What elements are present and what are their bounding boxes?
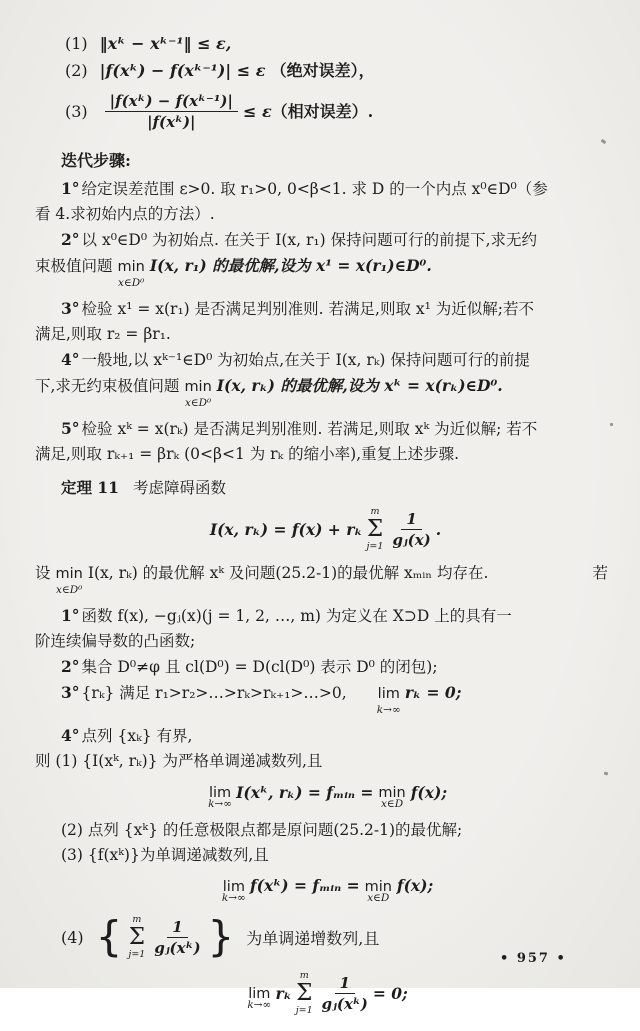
min-operator [55,561,83,596]
result-4-label: (4) [61,927,84,947]
min-subscript: x∈D⁰ [118,277,145,289]
step-2-line-1 [35,227,616,253]
barrier-lhs: I(x, rₖ) = f(x) + rₖ [209,519,363,539]
criterion-2-formula: |f(xᵏ) − f(xᵏ⁻¹)| ≤ ε [99,61,266,80]
condition-4-text: 点列 {xₖ} 有界, [81,727,193,745]
min-operator [117,254,145,289]
condition-1-text: 函数 f(x), −gⱼ(x)(j = 1, 2, …, m) 为定义在 X⊃D 上的具有一 [81,607,512,625]
sum-upper-limit: m [370,506,380,517]
sum-lower-limit: j=1 [295,1004,313,1016]
step-3-line-2: 满足,则取 r₂ = βr₁. [35,325,171,343]
step-4-number: 4° [61,350,80,369]
sum-lower-limit: j=1 [128,948,146,960]
fraction-denominator: gⱼ(xᵏ) [154,938,201,957]
step-1-text: 给定误差范围 ε>0. 取 r₁>0, 0<β<1. 求 D 的一个内点 x⁰∈D⁰（参 [81,180,548,198]
criterion-1-label: (1) [65,34,88,53]
step-2-text: 以 x⁰∈D⁰ 为初始点. 在关于 I(x, r₁) 保持问题可行的前提下,求无约 [81,231,538,249]
lim-operator [247,984,272,1011]
sigma-icon: Σ [296,979,313,1006]
condition-4-number: 4° [61,726,80,745]
result-3-line: (3) {f(xᵏ)}为单调递减数列,且 [61,845,269,864]
step-5-number: 5° [61,419,80,438]
limit-formula-1 [35,782,616,810]
fraction-numerator: 1 [335,974,355,994]
sigma-icon: Σ [366,515,384,542]
page-number: • 957 • [500,951,567,966]
result-4-fraction [154,918,200,957]
result-4-text: 为单调递增数列,且 [246,928,380,948]
limit-2-expression: f(xᵏ) = fₘᵢₙ = [249,876,360,895]
condition-3-number: 3° [61,683,80,702]
step-4-line-1 [35,347,616,373]
lim-operator [208,783,232,810]
limit-3-fraction [322,974,368,1013]
min-symbol: min [364,878,392,895]
step-5-line-1 [35,416,616,442]
step-2-line-2 [35,253,616,289]
setup-prefix: 设 [35,564,51,582]
condition-1-line-2: 阶连续偏导数的凸函数; [35,632,196,650]
step-3-text: 检验 x¹ = x(r₁) 是否满足判别准则. 若满足,则取 x¹ 为近似解;若不 [81,300,534,318]
step-2-number: 2° [61,230,80,249]
result-1-line: 则 (1) {I(xᵏ, rₖ)} 为严格单调递减数列,且 [35,752,323,770]
fraction-numerator: |f(xᵏ) − f(xᵏ⁻¹)| [105,92,238,112]
criterion-3-label: (3) [65,101,88,121]
criterion-3-inequality: ≤ ε [242,101,272,121]
summation-symbol [296,971,313,1015]
min-subscript: x∈D⁰ [184,397,212,409]
limit-2-tail: f(x); [396,876,434,895]
setup-text: I(x, rₖ) 的最优解 xᵏ 及问题(25.2-1)的最优解 xₘᵢₙ 均存在. [87,564,489,582]
condition-1-line-1 [35,603,616,629]
sigma-icon: Σ [128,923,146,950]
stopping-criterion-3 [65,86,616,136]
min-symbol: min [184,379,212,395]
step-4-line-2 [35,373,616,409]
sum-upper-limit: m [132,914,142,925]
min-symbol: min [117,259,145,275]
step-5-line-2: 满足,则取 rₖ₊₁ = βrₖ (0<β<1 为 rₖ 的缩小率),重复上述步骤. [35,445,460,463]
step-4-text-continued: 下,求无约束极值问题 [35,377,180,395]
fraction-denominator: gⱼ(xᵏ) [321,994,368,1013]
step-2-formula: I(x, r₁) 的最优解,设为 x¹ = x(r₁)∈D⁰. [149,256,432,275]
condition-1-number: 1° [61,606,80,625]
lim-operator [352,681,401,716]
step-3-number: 3° [61,299,80,318]
theorem-heading-line [35,475,616,501]
limit-1-tail: f(x); [410,782,448,802]
result-2-line: (2) 点列 {xᵏ} 的任意极限点都是原问题(25.2-1)的最优解; [61,820,463,839]
min-subscript: x∈D [381,798,404,810]
condition-2-number: 2° [61,657,80,676]
open-brace: { [95,912,123,962]
theorem-label: 定理 11 [61,478,119,497]
limit-3-tail: = 0; [372,983,408,1003]
step-4-formula: I(x, rₖ) 的最优解,设为 xᵏ = x(rₖ)∈D⁰. [216,376,503,395]
condition-3-text: {rₖ} 满足 r₁>r₂>…>rₖ>rₖ₊₁>…>0, [81,684,347,702]
criterion-2-note: （绝对误差）， [270,61,375,80]
theorem-setup-line [35,561,616,596]
barrier-fraction [392,510,430,549]
iteration-steps-heading: 迭代步骤: [61,151,131,170]
lim-subscript: k→∞ [208,798,232,810]
condition-4-line [35,723,616,749]
condition-3-line [35,680,616,716]
summation-symbol [366,507,383,551]
limit-1-expression: I(xᵏ, rₖ) = fₘᵢₙ = [236,782,374,802]
limit-3-rk: rₖ [275,983,292,1003]
lim-operator [221,877,246,904]
page-content [35,30,616,1031]
step-2-text-continued: 束极值问题 [35,257,113,275]
step-1-line-2: 看 4.求初始内点的方法）. [35,205,215,223]
stopping-criterion-2 [65,57,616,84]
barrier-period: . [435,519,442,539]
fraction-denominator: gⱼ(x) [392,530,431,549]
condition-2-text: 集合 D⁰≠φ 且 cl(D⁰) = D(cl(D⁰) 表示 D⁰ 的闭包); [81,658,438,676]
lim-symbol: lim [377,686,400,702]
min-symbol: min [378,785,406,801]
step-5-text: 检验 xᵏ = x(rₖ) 是否满足判别准则. 若满足,则取 xᵏ 为近似解; 若不 [81,420,538,438]
criterion-3-fraction [105,92,238,131]
min-operator [184,374,212,409]
fraction-denominator: |f(xᵏ)| [147,112,196,131]
min-subscript: x∈D [367,891,390,904]
step-1-number: 1° [61,179,80,198]
step-4-text: 一般地,以 xᵏ⁻¹∈D⁰ 为初始点,在关于 I(x, rₖ) 保持问题可行的前提 [81,351,530,369]
step-1-line-1 [35,176,616,202]
limit-formula-2 [35,876,616,904]
lim-subscript: k→∞ [221,891,246,904]
fraction-numerator: 1 [167,918,187,938]
summation-symbol [128,915,145,959]
min-symbol: min [55,566,83,582]
criterion-1-formula: ‖xᵏ − xᵏ⁻¹‖ ≤ ε, [99,34,232,53]
close-brace: } [207,912,235,962]
lim-subscript: k→∞ [376,704,401,716]
criterion-3-note: （相对误差）. [271,101,374,121]
theorem-intro: 考虑障碍函数 [132,479,226,497]
min-subscript: x∈D⁰ [56,584,83,596]
lim-symbol: lim [208,785,232,801]
step-3-line-1 [35,296,616,322]
stopping-criterion-1 [65,30,616,57]
min-operator [364,877,392,904]
fraction-numerator: 1 [401,510,421,530]
sum-upper-limit: m [299,970,309,981]
condition-3-formula: rₖ = 0; [404,683,462,702]
condition-2-line [35,654,616,680]
lim-subscript: k→∞ [247,999,272,1011]
limit-formula-3 [35,971,616,1015]
lim-symbol: lim [222,878,245,895]
min-operator [378,783,406,810]
setup-if-word: 若 [592,564,608,582]
criterion-2-label: (2) [65,61,88,80]
scan-speck [610,423,613,426]
sum-lower-limit: j=1 [366,540,384,552]
lim-symbol: lim [248,986,271,1002]
barrier-function-formula [35,507,616,551]
